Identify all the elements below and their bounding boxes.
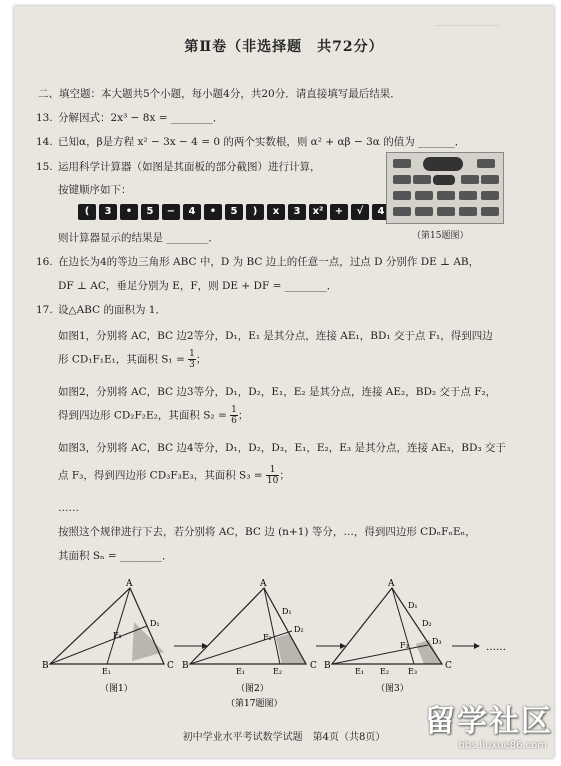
question-16-line1	[36, 254, 479, 269]
figure-2	[182, 579, 317, 676]
calc-key: 3	[288, 204, 306, 220]
page-footer: 初中学业水平考试数学试题 第4页（共8页）	[182, 732, 386, 743]
continuation-dots: ……	[486, 642, 506, 653]
svg-text:D₁: D₁	[408, 601, 418, 610]
svg-text:E₁: E₁	[102, 667, 112, 676]
calc-key: 5	[225, 204, 243, 220]
watermark-url: bbs.liuxue86.com	[458, 740, 547, 751]
fraction: $\frac{1}{10}$	[266, 465, 279, 486]
bleed-through-text: ＿＿＿＿＿＿	[434, 14, 500, 27]
svg-text:F₁: F₁	[113, 631, 122, 640]
fraction: $\frac{1}{3}$	[189, 349, 195, 370]
svg-text:D₂: D₂	[294, 625, 304, 634]
question-number: 17.	[36, 304, 53, 316]
calc-key: •	[204, 204, 222, 220]
watermark-logo: 留学社区	[425, 704, 553, 739]
question-13	[36, 110, 223, 125]
svg-text:C: C	[445, 661, 452, 671]
svg-text:E₁: E₁	[355, 667, 365, 676]
fig2-label: （图2）	[236, 684, 269, 694]
svg-text:A: A	[388, 579, 395, 589]
svg-text:A: A	[126, 579, 133, 589]
svg-text:F₂: F₂	[263, 633, 272, 642]
question-15-line1	[36, 159, 321, 174]
calc-key: x	[267, 204, 285, 220]
question-number: 13.	[36, 112, 53, 124]
question-15-line2: 按键顺序如下：	[58, 184, 132, 196]
svg-text:D₂: D₂	[422, 619, 432, 628]
svg-text:D₃: D₃	[432, 637, 442, 646]
question-14	[36, 134, 465, 149]
question-15-result: 则计算器显示的结果是 ________．	[58, 232, 219, 244]
q17-fig2-text-b: 得到四边形 CD₂F₂E₂，其面积 S₂ = $\frac{1}{6}$ ；	[58, 405, 249, 426]
question-text: 分解因式：2x³ − 8x = ________．	[58, 112, 224, 124]
question-number: 16.	[36, 256, 53, 268]
calc-key: x²	[309, 204, 327, 220]
figure-caption: （第17题图）	[226, 699, 283, 709]
q17-general-text: 按照这个规律进行下去，若分别将 AC，BC 边 (n+1) 等分，…，得到四边形 CDₙFₙEₙ，	[58, 526, 476, 538]
area-label: 形 CD₁F₁E₁，其面积 S₁ =	[58, 353, 185, 366]
calc-key: 4	[372, 204, 390, 220]
q17-fig2-text-a: 如图2，分别将 AC，BC 边3等分，D₁，D₂，E₁，E₂ 是其分点，连接 AE₂，BD₂ 交于点 F₂，	[58, 386, 497, 398]
calc-key: 5	[141, 204, 159, 220]
section-2-heading: 二、填空题：本大题共5个小题，每小题4分，共20分．请直接填写最后结果．	[38, 88, 401, 100]
area-label: 得到四边形 CD₂F₂E₂，其面积 S₂ =	[58, 409, 227, 422]
key-sequence	[78, 204, 411, 220]
svg-text:F₃: F₃	[400, 641, 409, 650]
svg-text:E₃: E₃	[408, 667, 418, 676]
calc-key: 3	[99, 204, 117, 220]
area-label: 点 F₃，得到四边形 CD₃F₃E₃，其面积 S₃ =	[58, 469, 263, 482]
calc-key: (	[78, 204, 96, 220]
q17-fig3-text-b: 点 F₃，得到四边形 CD₃F₃E₃，其面积 S₃ = $\frac{1}{10}$ ；	[58, 465, 290, 486]
svg-text:C: C	[167, 661, 174, 671]
arrow-icon	[474, 643, 480, 649]
q17-dots: ……	[58, 502, 79, 514]
svg-text:A: A	[260, 579, 267, 589]
figure-3	[324, 579, 452, 676]
calculator-caption: （第15题图）	[412, 231, 469, 241]
fraction: $\frac{1}{6}$	[231, 405, 237, 426]
q17-fig1-text-b: 形 CD₁F₁E₁，其面积 S₁ = $\frac{1}{3}$ ；	[58, 349, 207, 370]
fig3-label: （图3）	[376, 684, 409, 694]
svg-text:C: C	[310, 661, 317, 671]
question-number: 15.	[36, 161, 53, 173]
svg-text:B: B	[42, 661, 49, 671]
exam-page	[14, 6, 554, 758]
calc-key: •	[120, 204, 138, 220]
figure-1	[42, 579, 174, 676]
question-text: 运用科学计算器（如图是其面板的部分截图）进行计算，	[58, 161, 321, 173]
question-text: 设△ABC 的面积为 1．	[58, 304, 166, 316]
svg-text:B: B	[182, 661, 189, 671]
question-text: 已知α，β是方程 x² − 3x − 4 = 0 的两个实数根，则 α² + αβ − 3α 的值为 _______．	[58, 136, 466, 148]
question-17-intro	[36, 302, 166, 317]
calculator-panel-image	[386, 152, 504, 224]
svg-text:E₂: E₂	[273, 667, 283, 676]
question-number: 14.	[36, 136, 53, 148]
segment-ae2	[264, 588, 280, 664]
svg-text:E₁: E₁	[236, 667, 246, 676]
question-16-line2: DF ⊥ AC，垂足分别为 E，F，则 DE + DF = ________．	[58, 280, 338, 292]
fig1-label: （图1）	[100, 684, 133, 694]
calc-key: )	[246, 204, 264, 220]
svg-text:B: B	[324, 661, 331, 671]
q17-fig3-text-a: 如图3，分别将 AC，BC 边4等分，D₁，D₂，D₃，E₁，E₂，E₃ 是其分点，连接 AE₃，BD₃ 交于	[58, 442, 506, 454]
svg-text:D₁: D₁	[150, 619, 160, 628]
q17-fig1-text-a: 如图1，分别将 AC，BC 边2等分，D₁，E₁ 是其分点，连接 AE₁，BD₁ 交于点 F₁，得到四边	[58, 330, 493, 342]
calc-key: 4	[183, 204, 201, 220]
calc-key: +	[330, 204, 348, 220]
q17-general-answer: 其面积 Sₙ = ________．	[58, 550, 173, 562]
svg-text:D₁: D₁	[282, 607, 292, 616]
calc-key: √	[351, 204, 369, 220]
segment-ae3	[392, 588, 414, 664]
calc-key: −	[162, 204, 180, 220]
page-title: 第Ⅱ卷（非选择题 共72分）	[184, 39, 384, 55]
question-text: 在边长为4的等边三角形 ABC 中，D 为 BC 边上的任意一点，过点 D 分别作 DE ⊥ AB，	[58, 256, 480, 268]
svg-text:E₂: E₂	[380, 667, 390, 676]
